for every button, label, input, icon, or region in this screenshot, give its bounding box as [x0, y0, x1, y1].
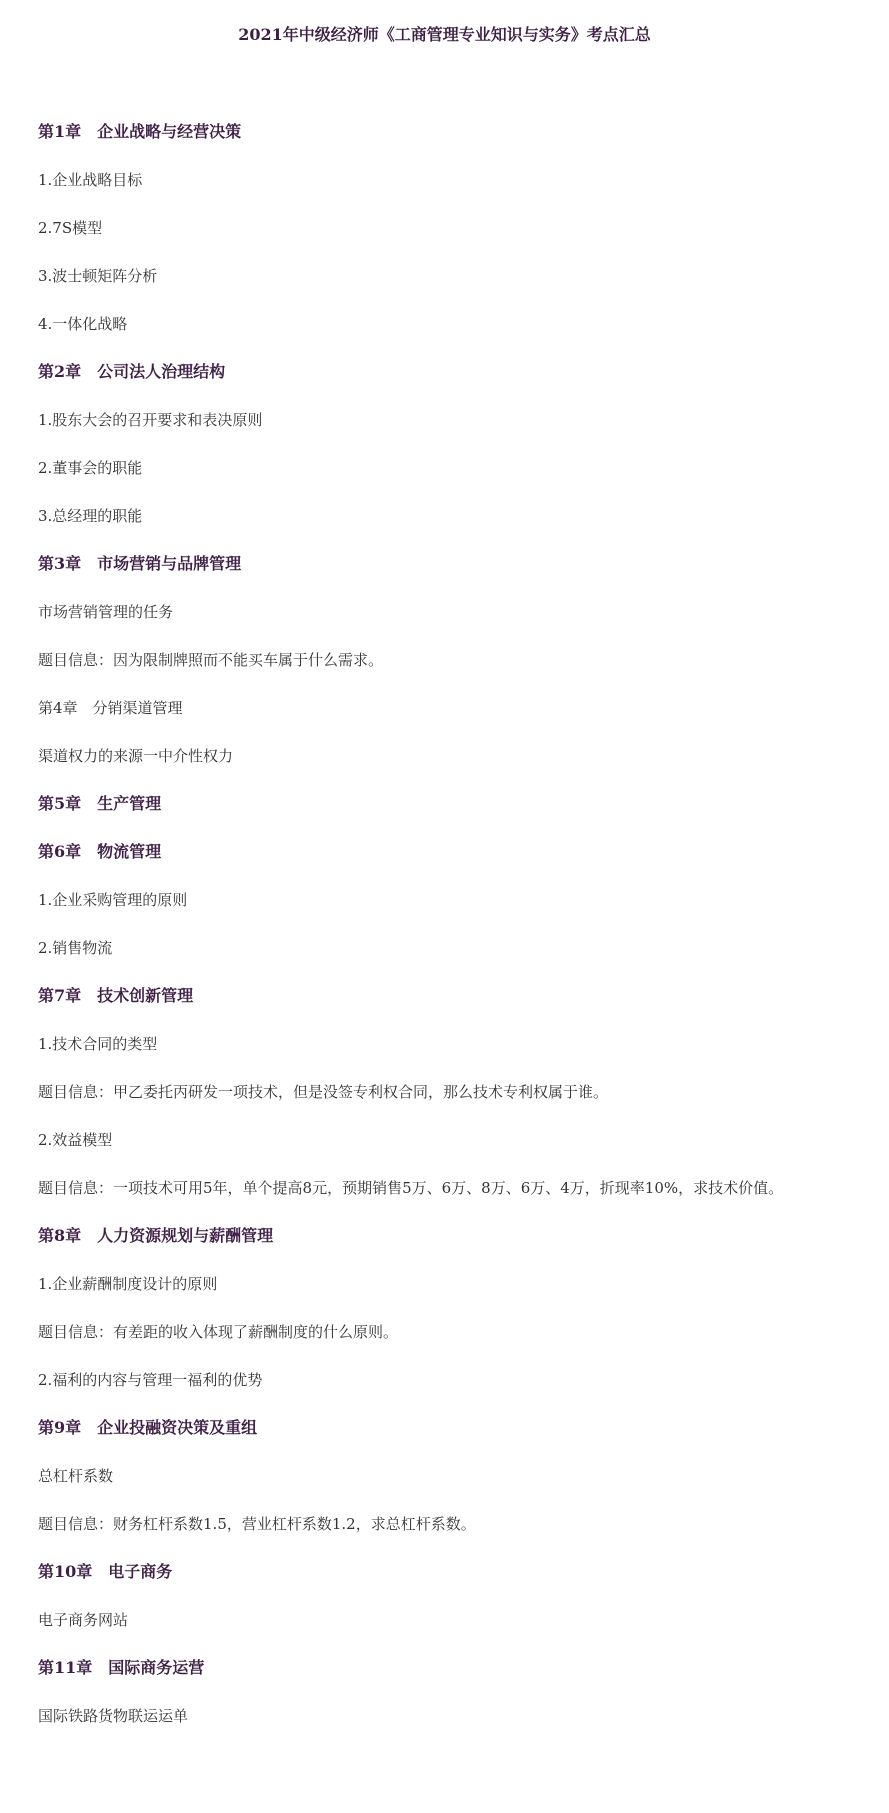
- list-item: 2.董事会的职能: [38, 459, 143, 477]
- list-item: 1.企业薪酬制度设计的原则: [38, 1275, 218, 1293]
- chapter-heading: 第11章 国际商务运营: [38, 1658, 205, 1677]
- list-item: 1.企业采购管理的原则: [38, 891, 188, 909]
- list-item: 题目信息：因为限制牌照而不能买车属于什么需求。: [38, 651, 384, 669]
- chapter-heading: 第1章 企业战略与经营决策: [38, 122, 242, 141]
- chapter-heading: 第6章 物流管理: [38, 842, 162, 861]
- list-item: 第4章 分销渠道管理: [38, 699, 183, 717]
- page-title: 2021年中级经济师《工商管理专业知识与实务》考点汇总: [238, 25, 651, 44]
- list-item: 市场营销管理的任务: [38, 603, 174, 621]
- list-item: 题目信息：甲乙委托丙研发一项技术，但是没签专利权合同，那么技术专利权属于谁。: [38, 1083, 609, 1101]
- list-item: 电子商务网站: [38, 1611, 129, 1629]
- list-item: 2.效益模型: [38, 1131, 113, 1149]
- list-item: 1.股东大会的召开要求和表决原则: [38, 411, 263, 429]
- list-item: 2.7S模型: [38, 219, 103, 237]
- list-item: 题目信息：有差距的收入体现了薪酬制度的什么原则。: [38, 1323, 399, 1341]
- chapter-heading: 第7章 技术创新管理: [38, 986, 194, 1005]
- chapter-heading: 第8章 人力资源规划与薪酬管理: [38, 1226, 274, 1245]
- list-item: 3.总经理的职能: [38, 507, 143, 525]
- list-item: 总杠杆系数: [38, 1467, 114, 1485]
- list-item: 1.企业战略目标: [38, 171, 143, 189]
- list-item: 题目信息：财务杠杆系数1.5，营业杠杆系数1.2，求总杠杆系数。: [38, 1515, 476, 1533]
- list-item: 2.福利的内容与管理一福利的优势: [38, 1371, 263, 1389]
- list-item: 国际铁路货物联运运单: [38, 1707, 189, 1725]
- list-item: 1.技术合同的类型: [38, 1035, 158, 1053]
- list-item: 4.一体化战略: [38, 315, 128, 333]
- chapter-heading: 第9章 企业投融资决策及重组: [38, 1418, 258, 1437]
- chapter-heading: 第5章 生产管理: [38, 794, 162, 813]
- list-item: 题目信息：一项技术可用5年，单个提高8元，预期销售5万、6万、8万、6万、4万，折现率10%，求技术价值。: [38, 1179, 784, 1197]
- chapter-heading: 第3章 市场营销与品牌管理: [38, 554, 242, 573]
- list-item: 3.波士顿矩阵分析: [38, 267, 158, 285]
- list-item: 2.销售物流: [38, 939, 113, 957]
- document-body: [38, 121, 868, 1753]
- list-item: 渠道权力的来源一中介性权力: [38, 747, 234, 765]
- chapter-heading: 第10章 电子商务: [38, 1562, 173, 1581]
- chapter-heading: 第2章 公司法人治理结构: [38, 362, 226, 381]
